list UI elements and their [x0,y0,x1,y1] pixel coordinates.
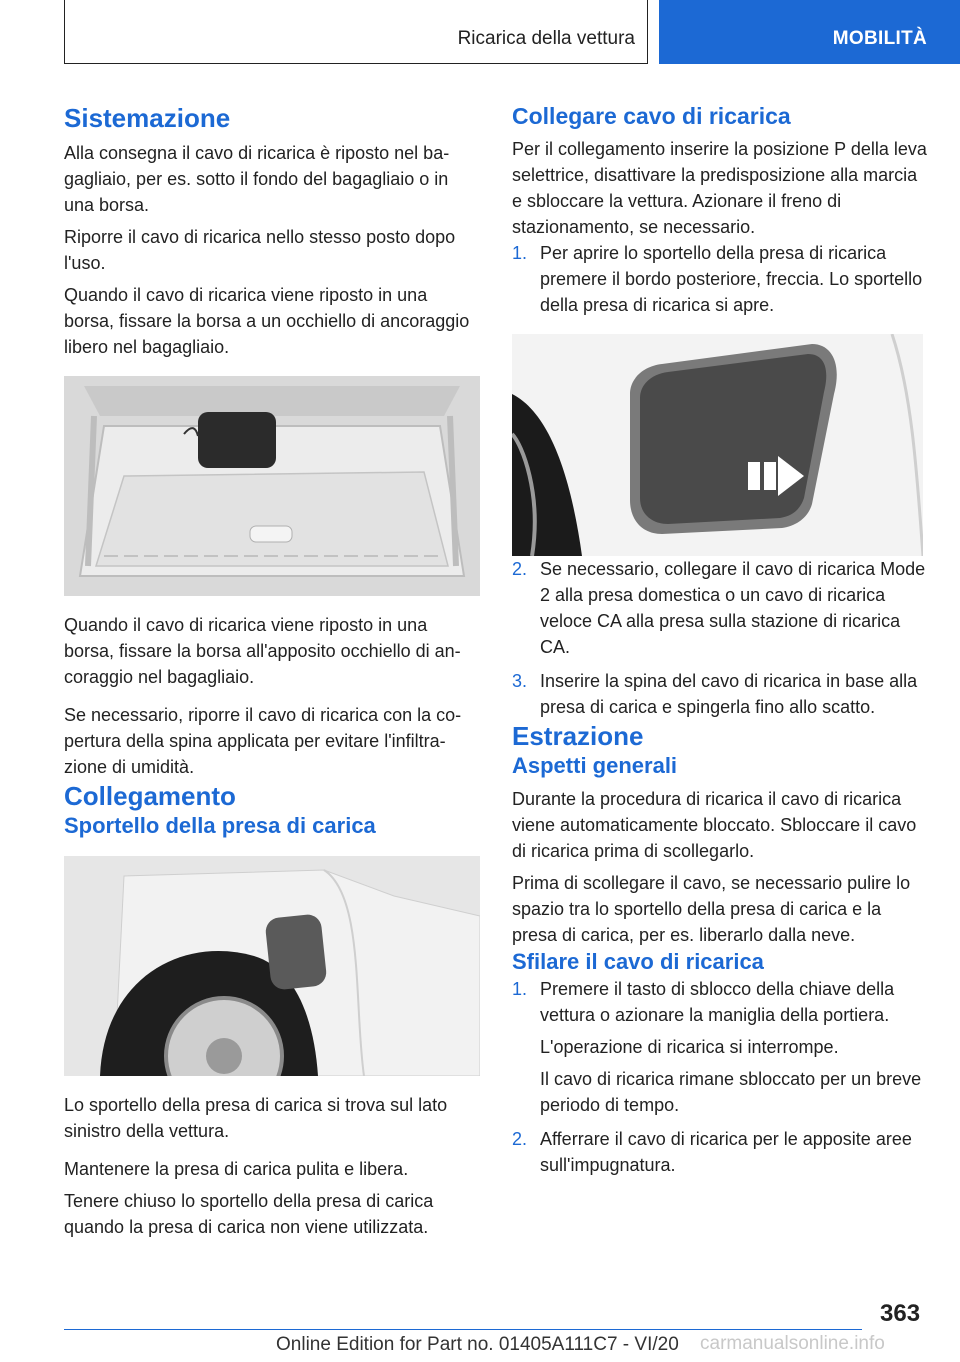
sistemazione-para-1: Alla consegna il cavo di ricarica è riposto nel bagagliaio, per es. sotto il fondo del bagagliaio o in una borsa. [64,143,450,215]
charging-flap-illustration [64,856,480,1076]
flap-open-illustration [512,334,923,556]
footer-divider [64,1329,862,1330]
heading-collegare-cavo: Collegare cavo di ricarica [512,103,791,129]
right-column [512,102,928,1178]
step-note-1: L'operazione di ricarica si interrompe. [540,1037,839,1057]
footer-edition: Online Edition for Part no. 01405A111C7 - VI/20 [276,1334,679,1355]
step-text: Premere il tasto di sblocco della chiave della vettura o azionare la maniglia della portiera. [540,979,895,1025]
subheading-sfilare: Sfilare il cavo di ricarica [512,949,764,974]
header-chapter-tab[interactable] [659,0,960,64]
collegamento-para-2: Mantenere la presa di carica pulita e libera. [64,1159,409,1179]
sistemazione-para-3: Quando il cavo di ricarica viene riposto in una borsa, fissare la borsa a un occhiello di ancoraggio libero nel bagagliaio. [64,285,470,357]
sfilare-step-1 [512,976,928,1118]
step-number: 2. [512,1129,528,1149]
step-number: 1. [512,979,528,999]
subheading-sportello: Sportello della presa di carica [64,813,376,838]
step-number: 3. [512,671,528,691]
collegare-step-2 [512,556,928,660]
collegare-steps [512,240,928,318]
aspetti-para-2: Prima di scollegare il cavo, se necessario pulire lo spazio tra lo sportello della presa di carica e la presa di carica, per es. liberarlo dalla neve. [512,873,911,945]
sistemazione-para-5: Se necessario, riporre il cavo di ricarica con la copertura della spina applicata per evitare l'infiltrazione di umidità. [64,705,462,777]
collegare-step-1 [512,240,928,318]
step-note-2: Il cavo di ricarica rimane sbloccato per un breve periodo di tempo. [540,1069,922,1115]
step-number: 1. [512,243,528,263]
header-section-box [64,0,648,64]
step-text: Afferrare il cavo di ricarica per le apposite aree sull'impugnatura. [540,1129,912,1175]
collegare-steps-cont [512,556,928,720]
sistemazione-para-2: Riporre il cavo di ricarica nello stesso posto dopo l'uso. [64,227,456,273]
subheading-aspetti-generali: Aspetti generali [512,753,678,778]
watermark: carmanualsonline.info [700,1333,885,1354]
step-text: Per aprire lo sportello della presa di ricarica premere il bordo posteriore, freccia. Lo sportello della presa di ricarica si apre. [540,243,923,315]
page-number: 363 [880,1300,921,1327]
heading-sistemazione: Sistemazione [64,103,231,133]
left-column [64,102,480,1240]
header-section-title: Ricarica della vettura [457,27,635,49]
collegamento-para-3: Tenere chiuso lo sportello della presa di carica quando la presa di carica non viene utilizzata. [64,1191,434,1237]
sistemazione-para-4: Quando il cavo di ricarica viene riposto in una borsa, fissare la borsa all'apposito occhiello di ancoraggio nel bagagliaio. [64,615,461,687]
aspetti-para-1: Durante la procedura di ricarica il cavo di ricarica viene automaticamente bloccato. Sbloccare il cavo di ricarica prima di scollegarlo. [512,789,917,861]
step-number: 2. [512,559,528,579]
collegare-step-3 [512,668,928,720]
heading-collegamento: Collegamento [64,781,236,811]
step-text: Se necessario, collegare il cavo di ricarica Mode 2 alla presa domestica o un cavo di ricarica veloce CA alla presa sulla stazione di ricarica CA. [540,559,926,657]
sfilare-steps [512,976,928,1178]
trunk-illustration [64,376,480,596]
heading-estrazione: Estrazione [512,721,644,751]
collegamento-para-1: Lo sportello della presa di carica si trova sul lato sinistro della vettura. [64,1095,448,1141]
collegare-intro: Per il collegamento inserire la posizione P della leva selettrice, disattivare la predisposizione alla marcia e sbloccare la vettura. Azionare il freno di stazionamento, se necessario. [512,139,927,237]
sfilare-step-2 [512,1126,928,1178]
step-text: Inserire la spina del cavo di ricarica in base alla presa di carica e spingerla fino allo scatto. [540,671,918,717]
chapter-tab-label: MOBILITÀ [832,28,927,49]
